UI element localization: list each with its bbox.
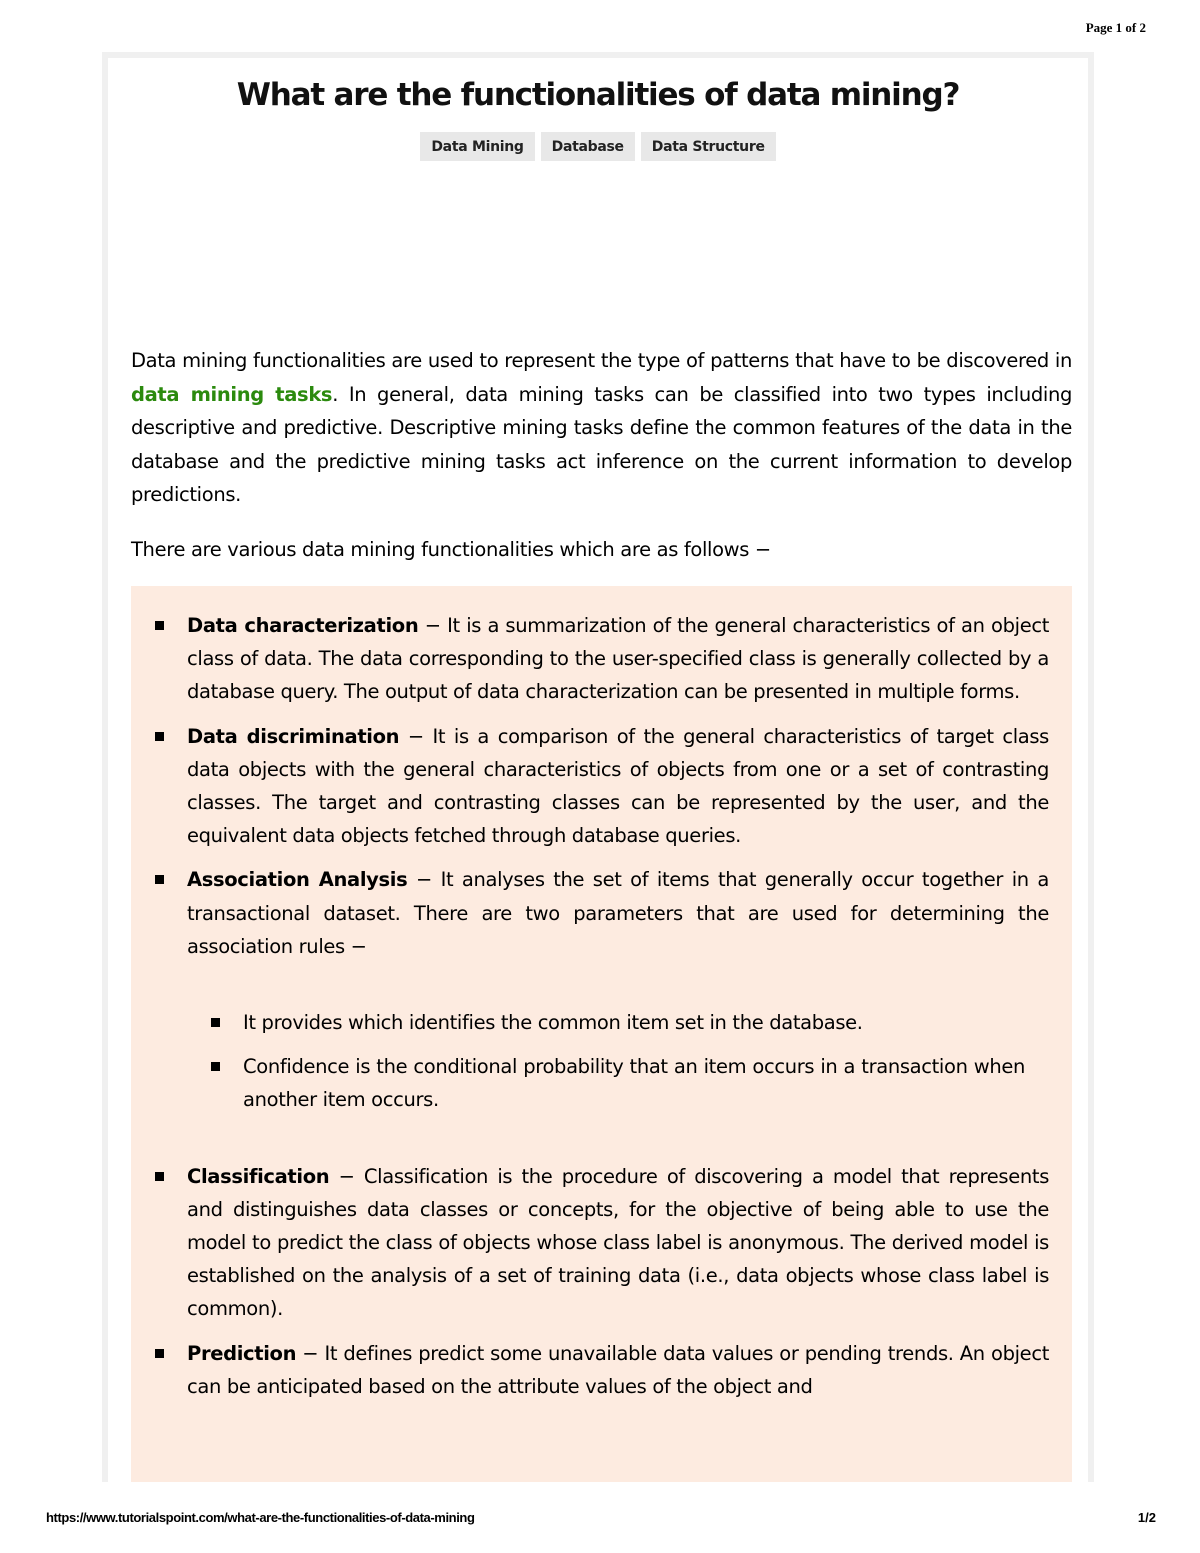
intro-text-part2: . In general, data mining tasks can be classified into two types including descriptive and predictive. Descriptive mining tasks define the common features of the data in the database and the predictive mining tasks act inference on the current information to develop predictions. bbox=[131, 382, 1072, 506]
print-page-label: Page 1 of 2 bbox=[1085, 20, 1146, 35]
list-item-data-characterization bbox=[131, 609, 1072, 709]
term-data-characterization: Data characterization bbox=[187, 614, 419, 637]
sub-item-support: It provides which identifies the common item set in the database. bbox=[187, 1006, 1049, 1039]
intro-text-part1: Data mining functionalities are used to represent the type of patterns that have to be discovered in bbox=[131, 349, 1072, 372]
tag-database[interactable]: Database bbox=[541, 132, 635, 161]
term-prediction: Prediction bbox=[187, 1341, 297, 1365]
lead-paragraph: There are various data mining functionalities which are as follows − bbox=[131, 537, 771, 561]
desc-prediction: − It defines predict some unavailable data values or pending trends. An object can be anticipated based on the attribute values of the object and bbox=[187, 1341, 1049, 1398]
desc-data-discrimination: − It is a comparison of the general characteristics of target class data objects with the general characteristics of objects from one or a set of contrasting classes. The target and contrasting classes can be represented by the user, and the equivalent data objects fetched through database queries. bbox=[187, 724, 1049, 848]
data-mining-tasks-link[interactable]: data mining tasks bbox=[131, 382, 333, 406]
tag-data-structure[interactable]: Data Structure bbox=[641, 132, 776, 161]
tag-data-mining[interactable]: Data Mining bbox=[420, 132, 534, 161]
print-footer-page-number: 1/2 bbox=[1137, 1510, 1156, 1525]
desc-data-characterization: − It is a summarization of the general characteristics of an object class of data. The data corresponding to the user-specified class is generally collected by a database query. The output of data characterization can be presented in multiple forms. bbox=[187, 614, 1050, 704]
list-item-classification bbox=[131, 1160, 1072, 1326]
desc-association-analysis: − It analyses the set of items that generally occur together in a transactional dataset. There are two parameters that are used for determining the association rules − bbox=[187, 868, 1049, 958]
article-body bbox=[131, 344, 1072, 566]
list-item-data-discrimination bbox=[131, 720, 1072, 853]
term-data-discrimination: Data discrimination bbox=[187, 724, 400, 748]
intro-paragraph bbox=[131, 344, 1072, 512]
list-item-association-analysis bbox=[131, 863, 1072, 1116]
print-footer-url[interactable]: https://www.tutorialspoint.com/what-are-the-functionalities-of-data-mining bbox=[46, 1510, 475, 1525]
list-item-prediction bbox=[131, 1337, 1072, 1403]
sub-item-confidence: Confidence is the conditional probability that an item occurs in a transaction when another item occurs. bbox=[187, 1050, 1049, 1116]
functionalities-list bbox=[131, 609, 1072, 1414]
tag-list bbox=[102, 132, 1094, 161]
term-classification: Classification bbox=[187, 1164, 330, 1188]
desc-classification: − Classification is the procedure of discovering a model that represents and distinguishes data classes or concepts, for the objective of being able to use the model to predict the class of objects whose class label is anonymous. The derived model is established on the analysis of a set of training data (i.e., data objects whose class label is common). bbox=[187, 1164, 1049, 1321]
page-title: What are the functionalities of data mining? bbox=[236, 77, 960, 113]
term-association-analysis: Association Analysis bbox=[187, 868, 408, 892]
association-sublist bbox=[187, 1006, 1049, 1117]
